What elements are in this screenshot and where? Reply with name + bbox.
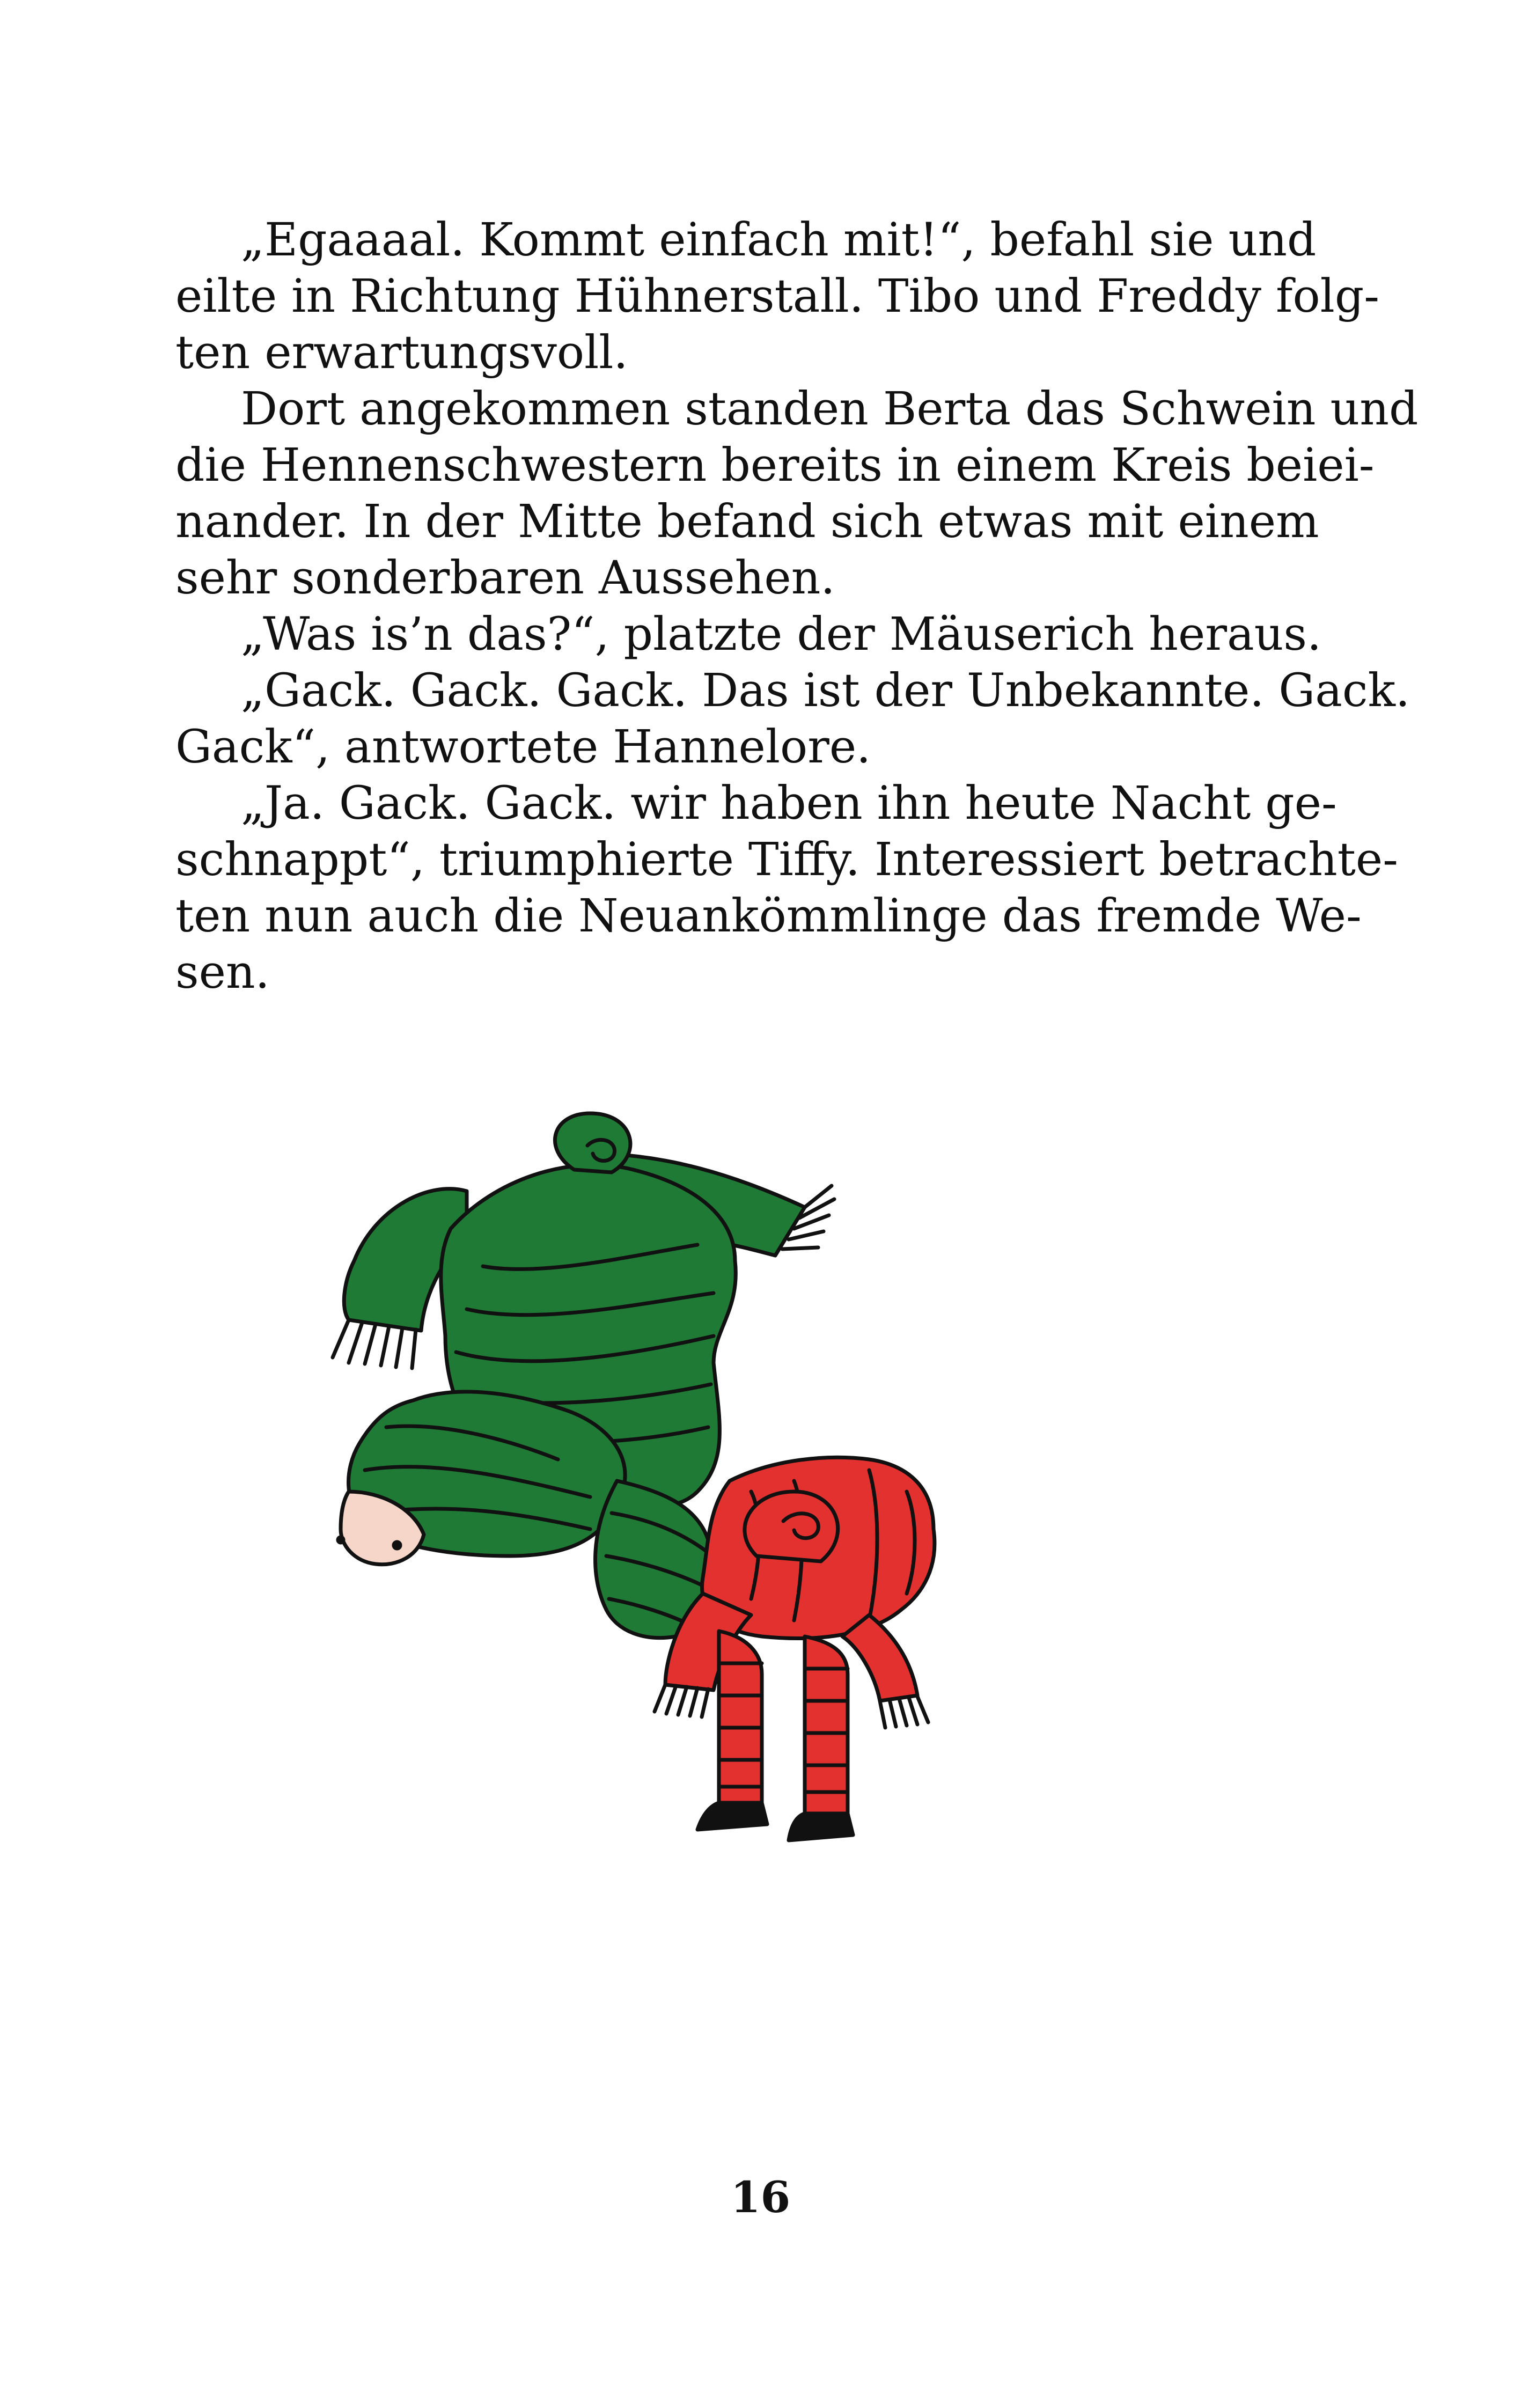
text-line: „Was is’n das?“, platzte der Mäuserich heraus. <box>241 608 1322 661</box>
scarf-creature-illustration <box>290 1084 1127 1899</box>
text-line: schnappt“, triumphierte Tiffy. Interessiert betrachte- <box>175 833 1398 886</box>
text-line: „Ja. Gack. Gack. wir haben ihn heute Nacht ge- <box>241 777 1337 830</box>
page-number: 16 <box>730 2172 791 2222</box>
text-line: Dort angekommen standen Berta das Schwein und <box>241 383 1419 436</box>
text-line: ten erwartungsvoll. <box>175 326 628 379</box>
red-leg-left <box>719 1631 762 1811</box>
text-line: sen. <box>175 946 270 999</box>
red-scarf-figure <box>655 1457 935 1840</box>
body-text <box>175 212 1419 1001</box>
green-fringe-left <box>333 1320 416 1368</box>
text-line: sehr sonderbaren Aussehen. <box>175 552 835 605</box>
red-scarf-end-right <box>842 1615 917 1701</box>
red-figure-shoe-right <box>789 1814 853 1840</box>
text-line: eilte in Richtung Hühnerstall. Tibo und Freddy folg- <box>175 270 1379 323</box>
red-figure-shoe-left <box>697 1803 767 1830</box>
text-line: Gack“, antwortete Hannelore. <box>175 721 871 774</box>
text-line: die Hennenschwestern bereits in einem Kreis beiei- <box>175 439 1375 492</box>
red-scarf-curl <box>745 1492 838 1561</box>
text-line: „Egaaaal. Kommt einfach mit!“, befahl sie und <box>241 214 1317 267</box>
text-line: ten nun auch die Neuankömmlinge das fremde We- <box>175 890 1362 943</box>
text-line: „Gack. Gack. Gack. Das ist der Unbekannte. Gack. <box>241 664 1410 717</box>
text-line: nander. In der Mitte befand sich etwas mit einem <box>175 495 1319 548</box>
